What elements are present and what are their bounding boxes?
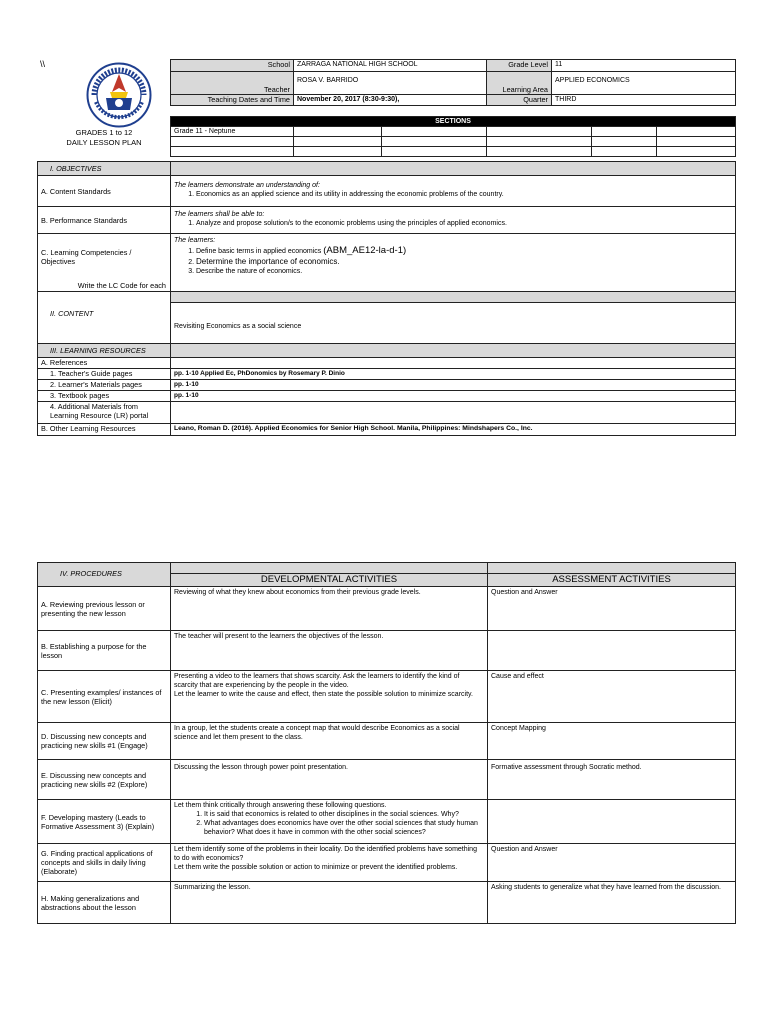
- section-cell-1: Grade 11 - Neptune: [171, 127, 294, 137]
- lc-code: (ABM_AE12-la-d-1): [323, 245, 407, 256]
- procedure-label-e: E. Discussing new concepts and practicing new skills #2 (Explore): [38, 760, 171, 800]
- competencies-item-1: 1. Define basic terms in applied economics (ABM_AE12-la-d-1): [196, 245, 732, 256]
- dates-value: November 20, 2017 (8:30-9:30),: [294, 95, 487, 106]
- teachers-guide-label: 1. Teacher's Guide pages: [38, 369, 171, 380]
- procedure-assess-h: Asking students to generalize what they have learned from the discussion.: [488, 882, 736, 924]
- objectives-table: [37, 161, 736, 436]
- dates-label: Teaching Dates and Time: [171, 95, 294, 106]
- quarter-value: THIRD: [552, 95, 736, 106]
- procedure-dev-f-item-1: 1. It is said that economics is related to other disciplines in the social sciences. Why?: [204, 810, 484, 819]
- developmental-activities-header: DEVELOPMENTAL ACTIVITIES: [171, 574, 488, 587]
- deped-seal-logo: [86, 62, 152, 128]
- content-value: Revisiting Economics as a social science: [171, 303, 736, 344]
- procedure-label-d: D. Discussing new concepts and practicing new skills #1 (Engage): [38, 723, 171, 760]
- grades-title: GRADES 1 to 12: [75, 128, 133, 137]
- procedure-assess-d: Concept Mapping: [488, 723, 736, 760]
- teachers-guide-value: pp. 1-10 Applied Ec, PhDonomics by Rosemary P. Dinio: [171, 369, 736, 380]
- textbook-label: 3. Textbook pages: [38, 391, 171, 402]
- procedure-assess-c: Cause and effect: [488, 671, 736, 723]
- content-heading: II. CONTENT: [38, 292, 171, 344]
- grade-level-label: Grade Level: [487, 60, 552, 72]
- procedures-heading: IV. PROCEDURES: [38, 563, 171, 587]
- content-standards-item: 1. Economics as an applied science and its utility in addressing the economic problems of the country.: [196, 190, 732, 199]
- procedure-assess-a: Question and Answer: [488, 587, 736, 631]
- quarter-label: Quarter: [487, 95, 552, 106]
- assessment-activities-header: ASSESSMENT ACTIVITIES: [488, 574, 736, 587]
- dlp-title: DAILY LESSON PLAN: [66, 138, 142, 147]
- procedure-assess-b: [488, 631, 736, 671]
- procedure-dev-d: In a group, let the students create a concept map that would describe Economics as a social science and let them present to the class.: [171, 723, 488, 760]
- procedure-label-g: G. Finding practical applications of concepts and skills in daily living (Elaborate): [38, 844, 171, 882]
- performance-standards-label: B. Performance Standards: [38, 207, 171, 234]
- competencies-item-3: 3. Describe the nature of economics.: [196, 267, 732, 276]
- competencies-item-2: 2. Determine the importance of economics.: [196, 256, 732, 267]
- references-label: A. References: [38, 358, 171, 369]
- procedure-dev-c: Presenting a video to the learners that shows scarcity. Ask the learners to identify the kind of scarcity that are experiencing by the people in the video. Let the learner to write the cause and effect, then state the possible solution to minimize scarcity.: [171, 671, 488, 723]
- procedure-assess-e: Formative assessment through Socratic method.: [488, 760, 736, 800]
- learning-area-label: Learning Area: [487, 72, 552, 95]
- resources-heading: III. LEARNING RESOURCES: [38, 344, 171, 358]
- school-label: School: [171, 60, 294, 72]
- competencies-intro: The learners:: [174, 237, 216, 244]
- objectives-heading: I. OBJECTIVES: [38, 162, 171, 176]
- additional-materials-label: 4. Additional Materials from Learning Resource (LR) portal: [38, 402, 171, 424]
- learners-materials-value: pp. 1-10: [171, 380, 736, 391]
- procedure-label-f: F. Developing mastery (Leads to Formative Assessment 3) (Explain): [38, 800, 171, 844]
- procedure-label-h: H. Making generalizations and abstractions about the lesson: [38, 882, 171, 924]
- other-resources-label: B. Other Learning Resources: [38, 424, 171, 436]
- school-value: ZARRAGA NATIONAL HIGH SCHOOL: [294, 60, 487, 72]
- procedure-assess-f: [488, 800, 736, 844]
- teacher-label: Teacher: [171, 72, 294, 95]
- learners-materials-label: 2. Learner's Materials pages: [38, 380, 171, 391]
- procedure-dev-a: Reviewing of what they knew about economics from their previous grade levels.: [171, 587, 488, 631]
- procedure-dev-b: The teacher will present to the learners the objectives of the lesson.: [171, 631, 488, 671]
- procedure-dev-g: Let them identify some of the problems in their locality. Do the identified problems have something to do with economics? Let them write the possible solution or action to minimize or prevent the identified problems.: [171, 844, 488, 882]
- procedure-dev-h: Summarizing the lesson.: [171, 882, 488, 924]
- performance-standards-intro: The learners shall be able to:: [174, 211, 265, 218]
- procedure-dev-f-intro: Let them think critically through answering these following questions.: [174, 802, 387, 809]
- corner-marker: \\: [40, 59, 46, 69]
- teacher-value: ROSA V. BARRIDO: [294, 72, 487, 95]
- content-standards-intro: The learners demonstrate an understanding of:: [174, 182, 320, 189]
- grade-level-value: 11: [552, 60, 736, 72]
- textbook-value: pp. 1-10: [171, 391, 736, 402]
- content-standards-label: A. Content Standards: [38, 176, 171, 207]
- learning-area-value: APPLIED ECONOMICS: [552, 72, 736, 95]
- sections-table: [170, 116, 736, 157]
- sections-header: SECTIONS: [171, 117, 736, 127]
- header-table: [170, 59, 736, 106]
- procedures-table: [37, 562, 736, 924]
- competencies-label: C. Learning Competencies / Objectives: [41, 248, 132, 266]
- other-resources-value: Leano, Roman D. (2016). Applied Economics for Senior High School. Manila, Philippines: Mindshapers Co., Inc.: [171, 424, 736, 436]
- procedure-label-a: A. Reviewing previous lesson or presenting the new lesson: [38, 587, 171, 631]
- procedure-dev-e: Discussing the lesson through power point presentation.: [171, 760, 488, 800]
- procedure-label-b: B. Establishing a purpose for the lesson: [38, 631, 171, 671]
- procedure-label-c: C. Presenting examples/ instances of the new lesson (Elicit): [38, 671, 171, 723]
- procedure-assess-g: Question and Answer: [488, 844, 736, 882]
- procedure-dev-f-item-2: 2. What advantages does economics have over the other social sciences that study human behavior? What does it have in common with the other social sciences?: [204, 819, 484, 837]
- lc-code-note: Write the LC Code for each: [77, 281, 166, 290]
- performance-standards-item: 1. Analyze and propose solution/s to the economic problems using the principles of applied economics.: [196, 219, 732, 228]
